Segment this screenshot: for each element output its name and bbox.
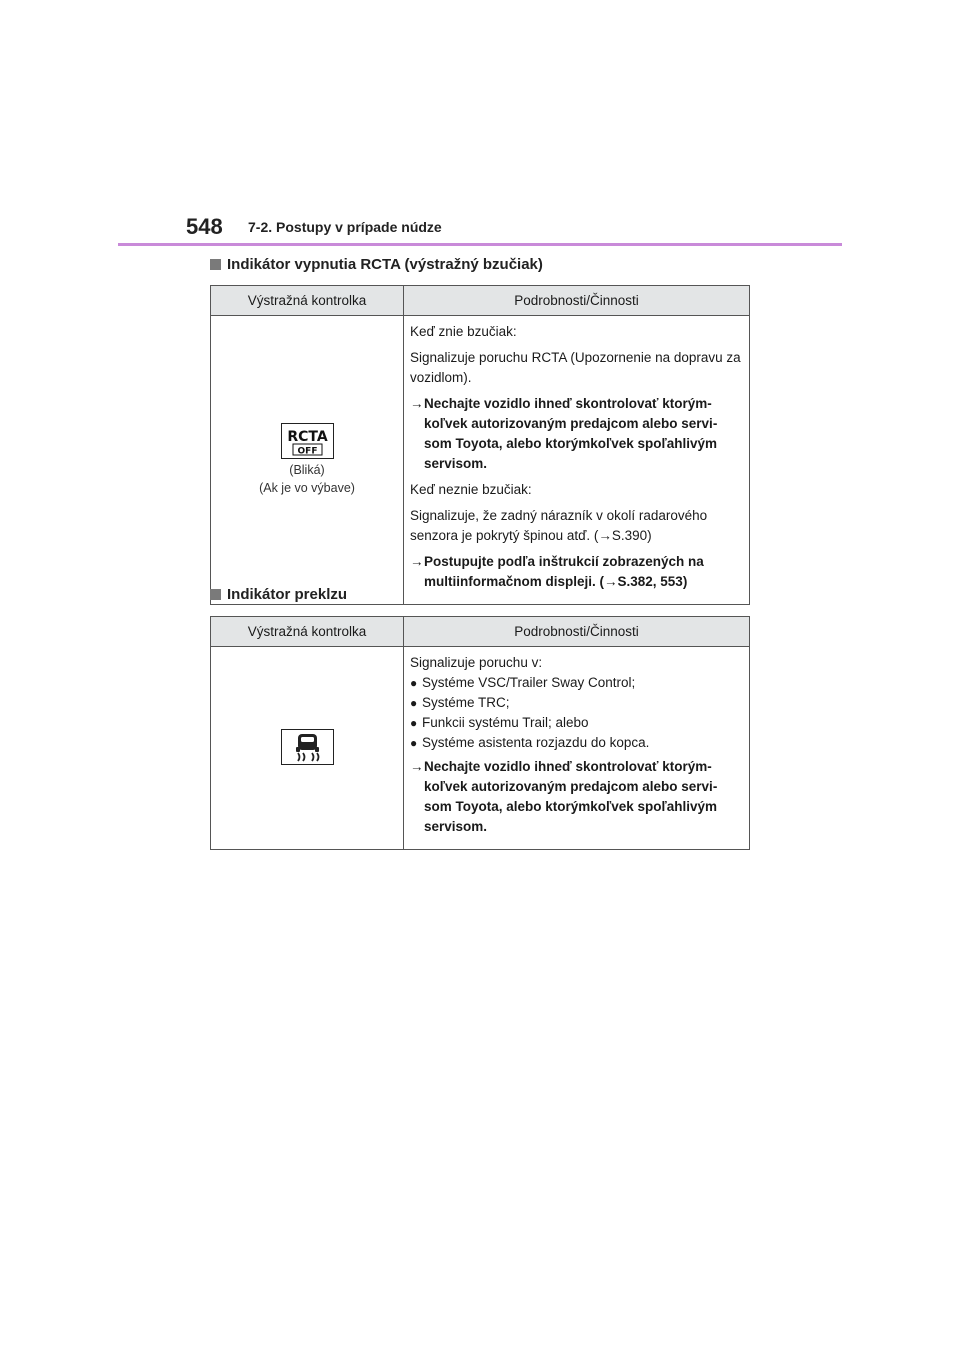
column-header: Výstražná kontrolka <box>211 286 404 316</box>
header-rule <box>118 243 842 246</box>
section-heading-slip <box>210 586 347 603</box>
list-item-text: Systéme asistenta rozjazdu do kopca. <box>422 735 650 750</box>
detail-text: Signalizuje poruchu v: <box>410 655 543 670</box>
list-item <box>410 733 743 753</box>
action-item <box>410 394 743 474</box>
list-item <box>410 673 743 693</box>
list-item-text: Funkcii systému Trail; alebo <box>422 715 589 730</box>
detail-text: Signalizuje, že zadný nárazník v okolí radarového senzora je pokrytý špinou atď. (→S.390) <box>410 508 708 543</box>
action-text: Nechajte vozidlo ihneď skontrolovať ktorým-koľvek autorizovaným predajcom alebo servi-som Toyota, alebo ktorýmkoľvek spoľahlivým servisom. <box>424 396 718 471</box>
list-item <box>410 713 743 733</box>
list-item-text: Systéme TRC; <box>422 695 510 710</box>
icon-caption-blinks: (Bliká) <box>289 463 325 477</box>
section-heading-text: Indikátor vypnutia RCTA (výstražný bzučiak) <box>227 256 543 273</box>
details-cell <box>404 647 750 850</box>
bullet-icon: ● <box>410 716 418 730</box>
bullet-icon: ● <box>410 736 418 750</box>
column-header: Podrobnosti/Činnosti <box>404 617 750 647</box>
column-header: Podrobnosti/Činnosti <box>404 286 750 316</box>
rcta-icon-text-bottom: OFF <box>297 446 317 457</box>
icon-caption-if-equipped: (Ak je vo výbave) <box>259 481 355 495</box>
rcta-icon-text-top: RCTA <box>286 429 328 445</box>
list-item <box>410 693 743 713</box>
slip-table <box>210 616 750 850</box>
indicator-cell <box>211 316 404 605</box>
detail-text: Signalizuje poruchu RCTA (Upozornenie na dopravu za vozidlom). <box>410 350 741 385</box>
chapter-title: 7-2. Postupy v prípade núdze <box>248 219 442 235</box>
details-cell <box>404 316 750 605</box>
section-heading-rcta <box>210 256 543 273</box>
table-header-row <box>211 617 750 647</box>
page-number: 548 <box>186 214 223 239</box>
action-item <box>410 552 743 592</box>
column-header: Výstražná kontrolka <box>211 617 404 647</box>
action-text: Postupujte podľa inštrukcií zobrazených na multiinformačnom displeji. (→S.382, 553) <box>424 554 704 589</box>
rcta-off-icon <box>281 423 334 459</box>
detail-text: Keď neznie bzučiak: <box>410 482 532 497</box>
arrow-icon: → <box>410 396 424 411</box>
bullet-icon: ● <box>410 696 418 710</box>
list-item-text: Systéme VSC/Trailer Sway Control; <box>422 675 636 690</box>
indicator-cell <box>211 647 404 850</box>
bullet-icon: ● <box>410 676 418 690</box>
arrow-icon: → <box>410 554 424 569</box>
arrow-icon: → <box>410 759 424 774</box>
table-row <box>211 316 750 605</box>
action-text: Nechajte vozidlo ihneď skontrolovať ktorým-koľvek autorizovaným predajcom alebo servi-som Toyota, alebo ktorýmkoľvek spoľahlivým servisom. <box>424 759 718 834</box>
slip-indicator-icon <box>281 729 334 765</box>
square-bullet-icon <box>210 589 221 600</box>
table-header-row <box>211 286 750 316</box>
rcta-table <box>210 285 750 605</box>
action-item <box>410 757 743 837</box>
detail-text: Keď znie bzučiak: <box>410 324 517 339</box>
table-row <box>211 647 750 850</box>
square-bullet-icon <box>210 259 221 270</box>
section-heading-text: Indikátor preklzu <box>227 586 348 603</box>
